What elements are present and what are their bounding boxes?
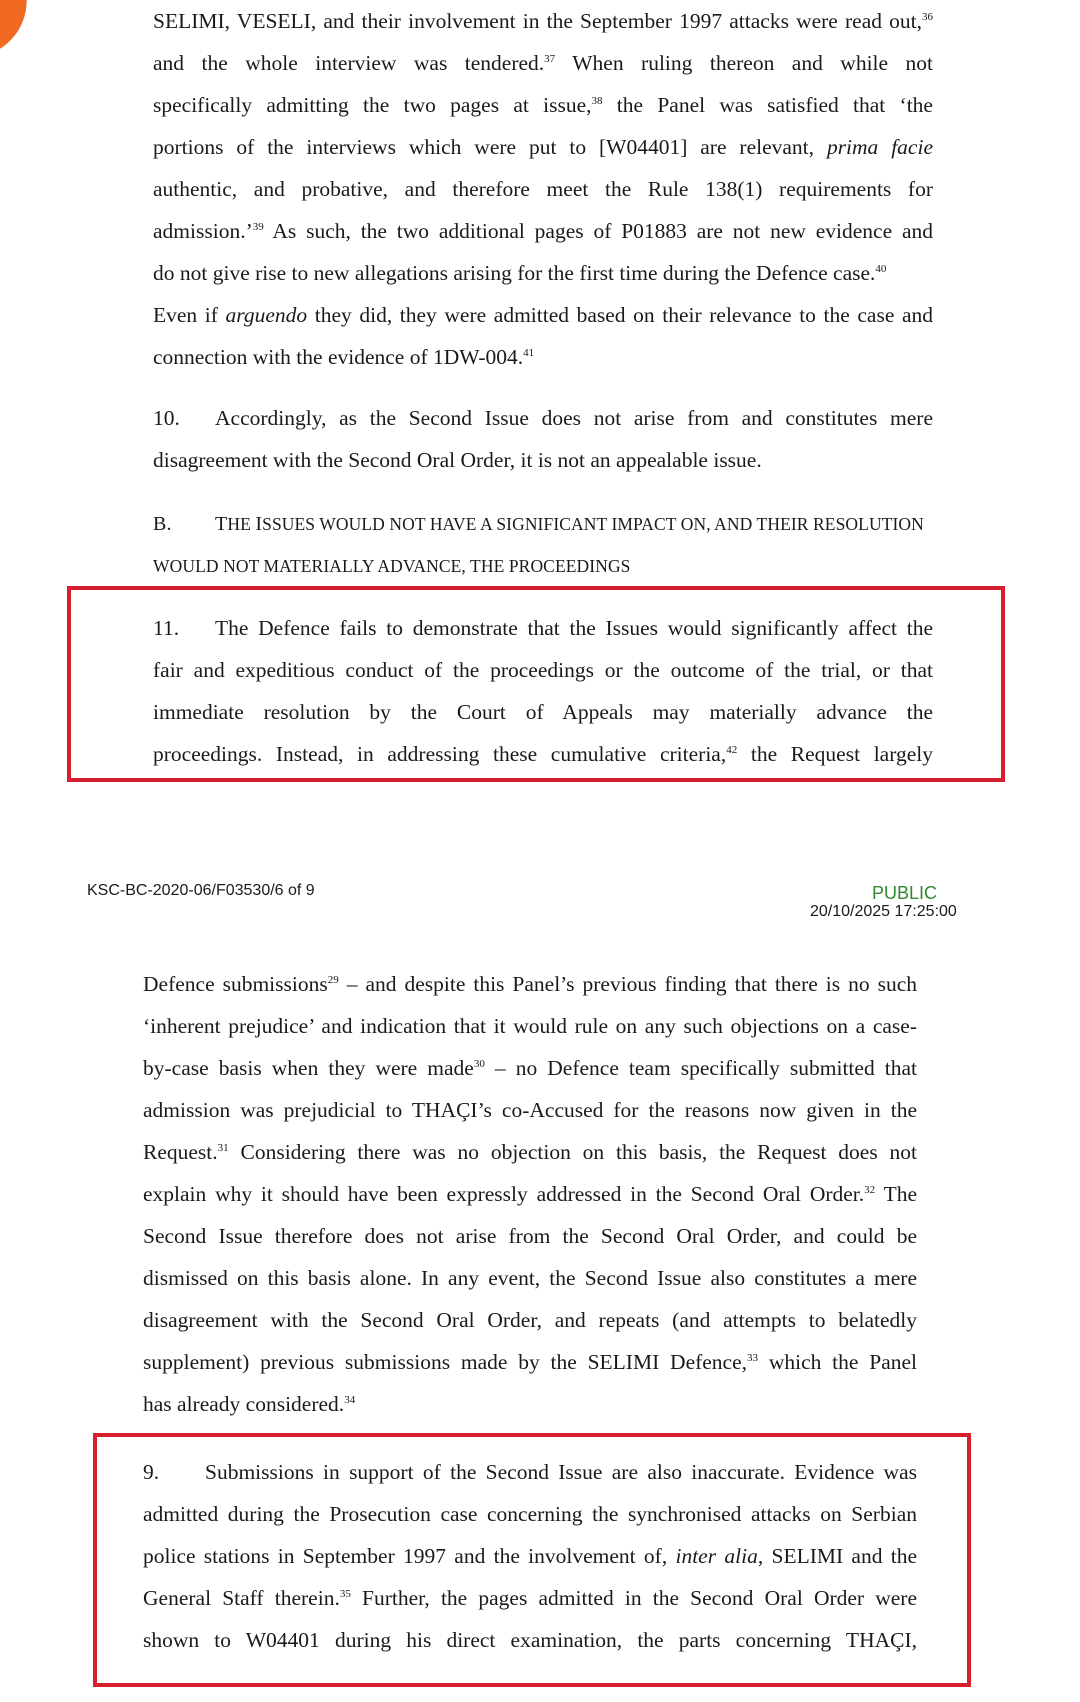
classification-label: PUBLIC xyxy=(872,883,938,903)
text-line: Request.$^{31}$ Considering there was no objection on this basis, the Request does not xyxy=(143,1140,917,1164)
text-line: do not give rise to new allegations arising for the first time during the Defence case.$^{40}$ xyxy=(153,261,887,285)
text-line: Even if arguendo they did, they were admitted based on their relevance to the case and xyxy=(153,303,933,327)
text-line: connection with the evidence of 1DW-004.41 xyxy=(153,345,535,369)
paragraph-9 xyxy=(143,1451,917,1661)
text-line: Second Issue therefore does not arise from the Second Oral Order, and could be xyxy=(143,1224,917,1248)
paragraph-8-continuation xyxy=(143,963,917,1425)
text-line: police stations in September 1997 and the involvement of, inter alia, SELIMI and the xyxy=(143,1544,917,1568)
text-line: fair and expeditious conduct of the proceedings or the outcome of the trial, or that xyxy=(153,658,933,682)
text-line: admitted during the Prosecution case concerning the synchronised attacks on Serbian xyxy=(143,1502,917,1526)
document-reference: KSC-BC-2020-06/F03530/6 of 9 xyxy=(87,882,315,899)
text-line: specifically admitting the two pages at issue,$^{38}$ the Panel was satisfied that ‘the xyxy=(153,93,933,117)
text-line: explain why it should have been expressly addressed in the Second Oral Order.$^{32}$ The xyxy=(143,1182,917,1206)
paragraph-number: 11. xyxy=(153,616,180,640)
text-line: ‘inherent prejudice’ and indication that it would rule on any such objections on a case- xyxy=(143,1014,917,1038)
text-line: dismissed on this basis alone. In any event, the Second Issue also constitutes a mere xyxy=(143,1266,917,1290)
heading-line: B. THE ISSUES WOULD NOT HAVE A SIGNIFICANT IMPACT ON, AND THEIR RESOLUTION xyxy=(153,513,924,535)
corner-mark xyxy=(0,0,41,58)
text-line: immediate resolution by the Court of Appeals may materially advance the xyxy=(153,700,933,724)
text-line: proceedings. Instead, in addressing these cumulative criteria,$^{42}$ the Request largely xyxy=(153,742,933,766)
text-line: by-case basis when they were made$^{30}$ – no Defence team specifically submitted that xyxy=(143,1056,917,1080)
text-line: Defence submissions$^{29}$ – and despite this Panel’s previous finding that there is no such xyxy=(143,972,917,996)
text-line: authentic, and probative, and therefore meet the Rule 138(1) requirements for xyxy=(153,177,933,201)
paragraph-10 xyxy=(153,397,933,481)
text-line: admission.’$^{39}$ As such, the two additional pages of P01883 are not new evidence and xyxy=(153,219,933,243)
text-line: 10. Accordingly, as the Second Issue does not arise from and constitutes mere xyxy=(153,397,933,439)
paragraph-continuation xyxy=(153,0,933,378)
text-line: 11. The Defence fails to demonstrate that the Issues would significantly affect the xyxy=(153,607,933,649)
text-line: and the whole interview was tendered.$^{37}$ When ruling thereon and while not xyxy=(153,51,933,75)
filing-timestamp: 20/10/2025 17:25:00 xyxy=(810,903,957,920)
text-line: shown to W04401 during his direct examination, the parts concerning THAÇI, xyxy=(143,1628,917,1652)
heading-line: WOULD NOT MATERIALLY ADVANCE, THE PROCEEDINGS xyxy=(153,556,631,576)
text-line: has already considered.$^{34}$ xyxy=(143,1392,356,1416)
text-line: disagreement with the Second Oral Order, and repeats (and attempts to belatedly xyxy=(143,1308,917,1332)
text-line: 9. Submissions in support of the Second Issue are also inaccurate. Evidence was xyxy=(143,1451,917,1493)
text-line: portions of the interviews which were put to [W04401] are relevant, prima facie xyxy=(153,135,933,159)
text-line: disagreement with the Second Oral Order, it is not an appealable issue. xyxy=(153,448,762,472)
paragraph-number: 10. xyxy=(153,406,180,430)
paragraph-number: 9. xyxy=(143,1460,160,1484)
text-line: admission was prejudicial to THAÇI’s co-Accused for the reasons now given in the xyxy=(143,1098,917,1122)
text-line: SELIMI, VESELI, and their involvement in the September 1997 attacks were read out,$^{36}$ xyxy=(153,9,933,33)
text-line: General Staff therein.$^{35}$ Further, the pages admitted in the Second Oral Order were xyxy=(143,1586,917,1610)
text-line: supplement) previous submissions made by the SELIMI Defence,$^{33}$ which the Panel xyxy=(143,1350,917,1374)
paragraph-11 xyxy=(153,607,933,775)
section-heading-b xyxy=(153,503,933,587)
